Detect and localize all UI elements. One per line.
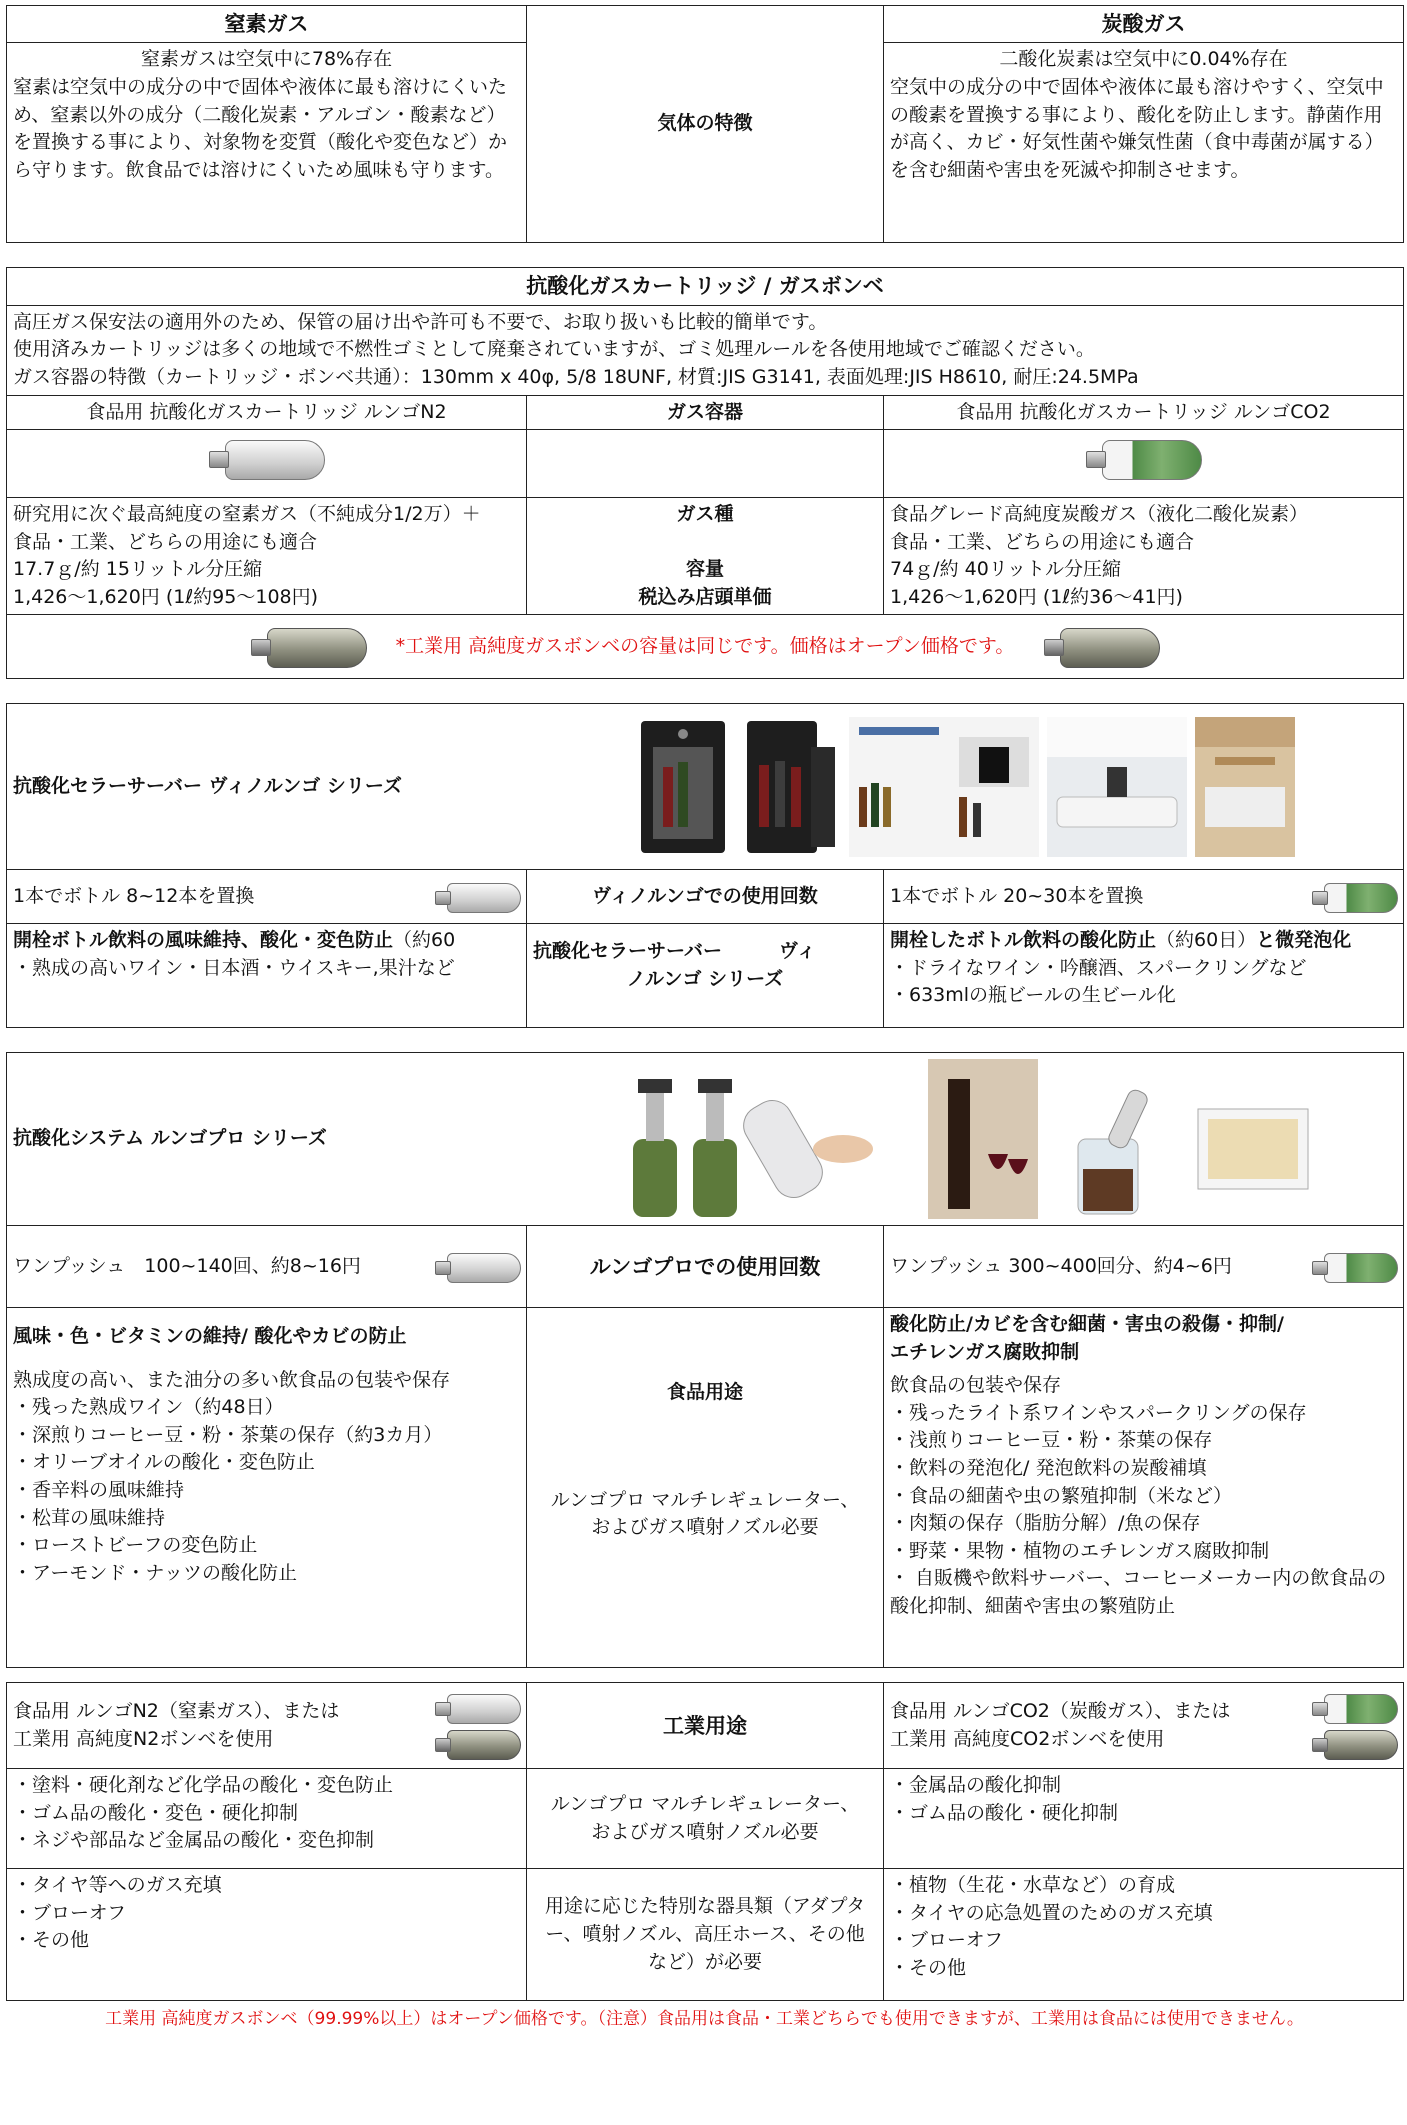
cartridge-title: 抗酸化ガスカートリッジ / ガスボンベ: [7, 268, 1404, 305]
gas-feature-label: 気体の特徴: [527, 6, 884, 243]
cartridge-n2-icon: [435, 1693, 520, 1723]
co2-cartridge-head: 食品用 抗酸化ガスカートリッジ ルンゴCO2: [884, 395, 1404, 430]
steel-cylinder-icon: [435, 1729, 520, 1759]
ind-co2-uses-a: ・金属品の酸化抑制 ・ゴム品の酸化・硬化抑制: [884, 1769, 1404, 1869]
cartridge-note-row: [7, 615, 1404, 679]
footer-note: 工業用 高純度ガスボンベ（99.99%以上）はオープン価格です。（注意）食品用は食品・工業どちらでも使用できますが、工業用は食品には使用できません。: [105, 2009, 1304, 2030]
industrial-table: [6, 1682, 1404, 2001]
pro-n2-usage: ワンプッシュ 100~140回、約8~16円: [7, 1226, 527, 1308]
industrial-label: 工業用途: [527, 1683, 884, 1769]
ind-n2-head: 食品用 ルンゴN2（窒素ガス）、または 工業用 高純度N2ボンベを使用: [7, 1683, 527, 1769]
cartridge-note: *工業用 高純度ガスボンベの容量は同じです。価格はオープン価格です。: [395, 634, 1015, 657]
cartridge-table: [6, 267, 1404, 679]
lungopro-table: [6, 1052, 1404, 1668]
ind-requirement: ルンゴプロ マルチレギュレーター、 およびガス噴射ノズル必要: [527, 1769, 884, 1869]
ind-special-equipment: 用途に応じた特別な器具類（アダプター、噴射ノズル、高圧ホース、その他など）が必要: [527, 1869, 884, 2001]
vino-n2-usage: 1本でボトル 8~12本を置換: [7, 870, 527, 924]
gas-container-head: ガス容器: [527, 395, 884, 430]
bar-counter-image: [1195, 717, 1295, 857]
lungopro-header: [7, 1053, 1404, 1226]
ind-co2-head: 食品用 ルンゴCO2（炭酸ガス）、または 工業用 高純度CO2ボンベを使用: [884, 1683, 1404, 1769]
co2-description: 二酸化炭素は空気中に0.04%存在 空気中の成分の中で固体や液体に最も溶けやすく、空気中の酸素を置換する事により、酸化を防止します。静菌作用が高く、カビ・好気性菌や嫌気性菌（食中毒菌が属する）を含む細菌や害虫を死滅や抑制させます。: [884, 43, 1404, 243]
co2-cartridge-image: [884, 430, 1404, 498]
wine-cellar-open-image: [741, 717, 841, 857]
lounge-room-image: [1047, 717, 1187, 857]
pro-n2-food-uses: 風味・色・ビタミンの維持/ 酸化やカビの防止 熟成度の高い、また油分の多い飲食品の包装や保存 ・残った熟成ワイン（約48日） ・深煎りコーヒー豆・粉・茶葉の保存（約3カ月） ・オリーブオイルの酸化・変色防止 ・香辛料の風味維持 ・松茸の風味維持 ・ローストビーフの変色防止 ・アーモンド・ナッツの酸化防止: [7, 1308, 527, 1668]
vinolungo-images: [633, 717, 1295, 857]
n2-description: 窒素ガスは空気中に78%存在 窒素は空気中の成分の中で固体や液体に最も溶けにくいため、窒素以外の成分（二酸化炭素・アルゴン・酸素など）を置換する事により、対象物を変質（酸化や変色など）から守ります。飲食品では溶けにくいため風味も守ります。: [7, 43, 527, 243]
pro-usage-label: ルンゴプロでの使用回数: [527, 1226, 884, 1308]
vinolungo-title: 抗酸化セラーサーバー ヴィノルンゴ シリーズ: [13, 774, 402, 797]
cartridge-co2-icon: [1312, 882, 1397, 912]
cartridge-co2-icon: [1086, 439, 1201, 479]
n2-spec: 研究用に次ぐ最高純度の窒素ガス（不純成分1/2万）＋ 食品・工業、どちらの用途にも適合 17.7ｇ/約 15リットル分圧縮 1,426～1,620円 (1ℓ約95～108円): [7, 498, 527, 615]
cartridge-co2-icon: [1312, 1693, 1397, 1723]
ind-co2-uses-b: ・植物（生花・水草など）の育成 ・タイヤの応急処置のためのガス充填 ・ブローオフ ・その他: [884, 1869, 1404, 2001]
pro-food-label: 食品用途 ルンゴプロ マルチレギュレーター、 およびガス噴射ノズル必要: [527, 1308, 884, 1668]
vino-co2-usage: 1本でボトル 20~30本を置換: [884, 870, 1404, 924]
lungopro-title: 抗酸化システム ルンゴプロ シリーズ: [13, 1127, 327, 1150]
ind-n2-uses-a: ・塗料・硬化剤など化学品の酸化・変色防止 ・ゴム品の酸化・変色・硬化抑制 ・ネジや部品など金属品の酸化・変色抑制: [7, 1769, 527, 1869]
vino-co2-effect: 開栓したボトル飲料の酸化防止（約60日）と微発泡化 ・ドライなワイン・吟醸酒、スパークリングなど ・633mlの瓶ビールの生ビール化: [884, 924, 1404, 1028]
steel-cylinder-icon: [251, 627, 366, 667]
cartridge-n2-icon: [435, 882, 520, 912]
wine-cellar-image: [633, 717, 733, 857]
usage-examples-image: [928, 1059, 1348, 1219]
vinolungo-header: [7, 704, 1404, 870]
cartridge-info: 高圧ガス保安法の適用外のため、保管の届け出や許可も不要で、お取り扱いも比較的簡単です。 使用済みカートリッジは多くの地域で不燃性ゴミとして廃棄されていますが、ゴミ処理ルールを各使用地域でご確認ください。 ガス容器の特徴（カートリッジ・ボンベ共通）：130mm x 40φ, 5/8 18UNF, 材質:JIS G3141, 表面処理:JIS H8610, 耐圧:24.5MPa: [7, 305, 1404, 395]
ind-n2-uses-b: ・タイヤ等へのガス充填 ・ブローオフ ・その他: [7, 1869, 527, 2001]
cartridge-n2-icon: [209, 439, 324, 479]
vino-n2-effect: 開栓ボトル飲料の風味維持、酸化・変色防止（約60 ・熟成の高いワイン・日本酒・ウイスキー,果汁など: [7, 924, 527, 1028]
vino-usage-label: ヴィノルンゴでの使用回数: [527, 870, 884, 924]
steel-cylinder-icon: [1044, 627, 1159, 667]
cartridge-co2-icon: [1312, 1252, 1397, 1282]
regulator-spray-image: [608, 1059, 888, 1219]
n2-cartridge-head: 食品用 抗酸化ガスカートリッジ ルンゴN2: [7, 395, 527, 430]
cartridge-n2-icon: [435, 1252, 520, 1282]
vinolungo-table: [6, 703, 1404, 1028]
n2-cartridge-image: [7, 430, 527, 498]
co2-title: 炭酸ガス: [884, 6, 1404, 43]
spec-labels: ガス種 容量 税込み店頭単価: [527, 498, 884, 615]
pro-co2-food-uses: 酸化防止/カビを含む細菌・害虫の殺傷・抑制/ エチレンガス腐敗抑制 飲食品の包装や保存 ・残ったライト系ワインやスパークリングの保存 ・浅煎りコーヒー豆・粉・茶葉の保存 ・飲料の発泡化/ 発泡飲料の炭酸補填 ・食品の細菌や虫の繁殖抑制（米など） ・肉類の保存（脂肪分解）/魚の保存 ・野菜・果物・植物のエチレンガス腐敗抑制 ・ 自販機や飲料サーバー、コーヒーメーカー内の飲食品の酸化抑制、細菌や害虫の繁殖防止: [884, 1308, 1404, 1668]
steel-cylinder-icon: [1312, 1729, 1397, 1759]
gas-characteristics-table: [6, 5, 1404, 243]
product-catalog-image: [849, 717, 1039, 857]
co2-spec: 食品グレード高純度炭酸ガス（液化二酸化炭素） 食品・工業、どちらの用途にも適合 74ｇ/約 40リットル分圧縮 1,426～1,620円 (1ℓ約36～41円): [884, 498, 1404, 615]
vino-series-name: 抗酸化セラーサーバー ヴィ ノルンゴ シリーズ: [527, 924, 884, 1028]
pro-co2-usage: ワンプッシュ 300~400回分、約4~6円: [884, 1226, 1404, 1308]
n2-title: 窒素ガス: [7, 6, 527, 43]
